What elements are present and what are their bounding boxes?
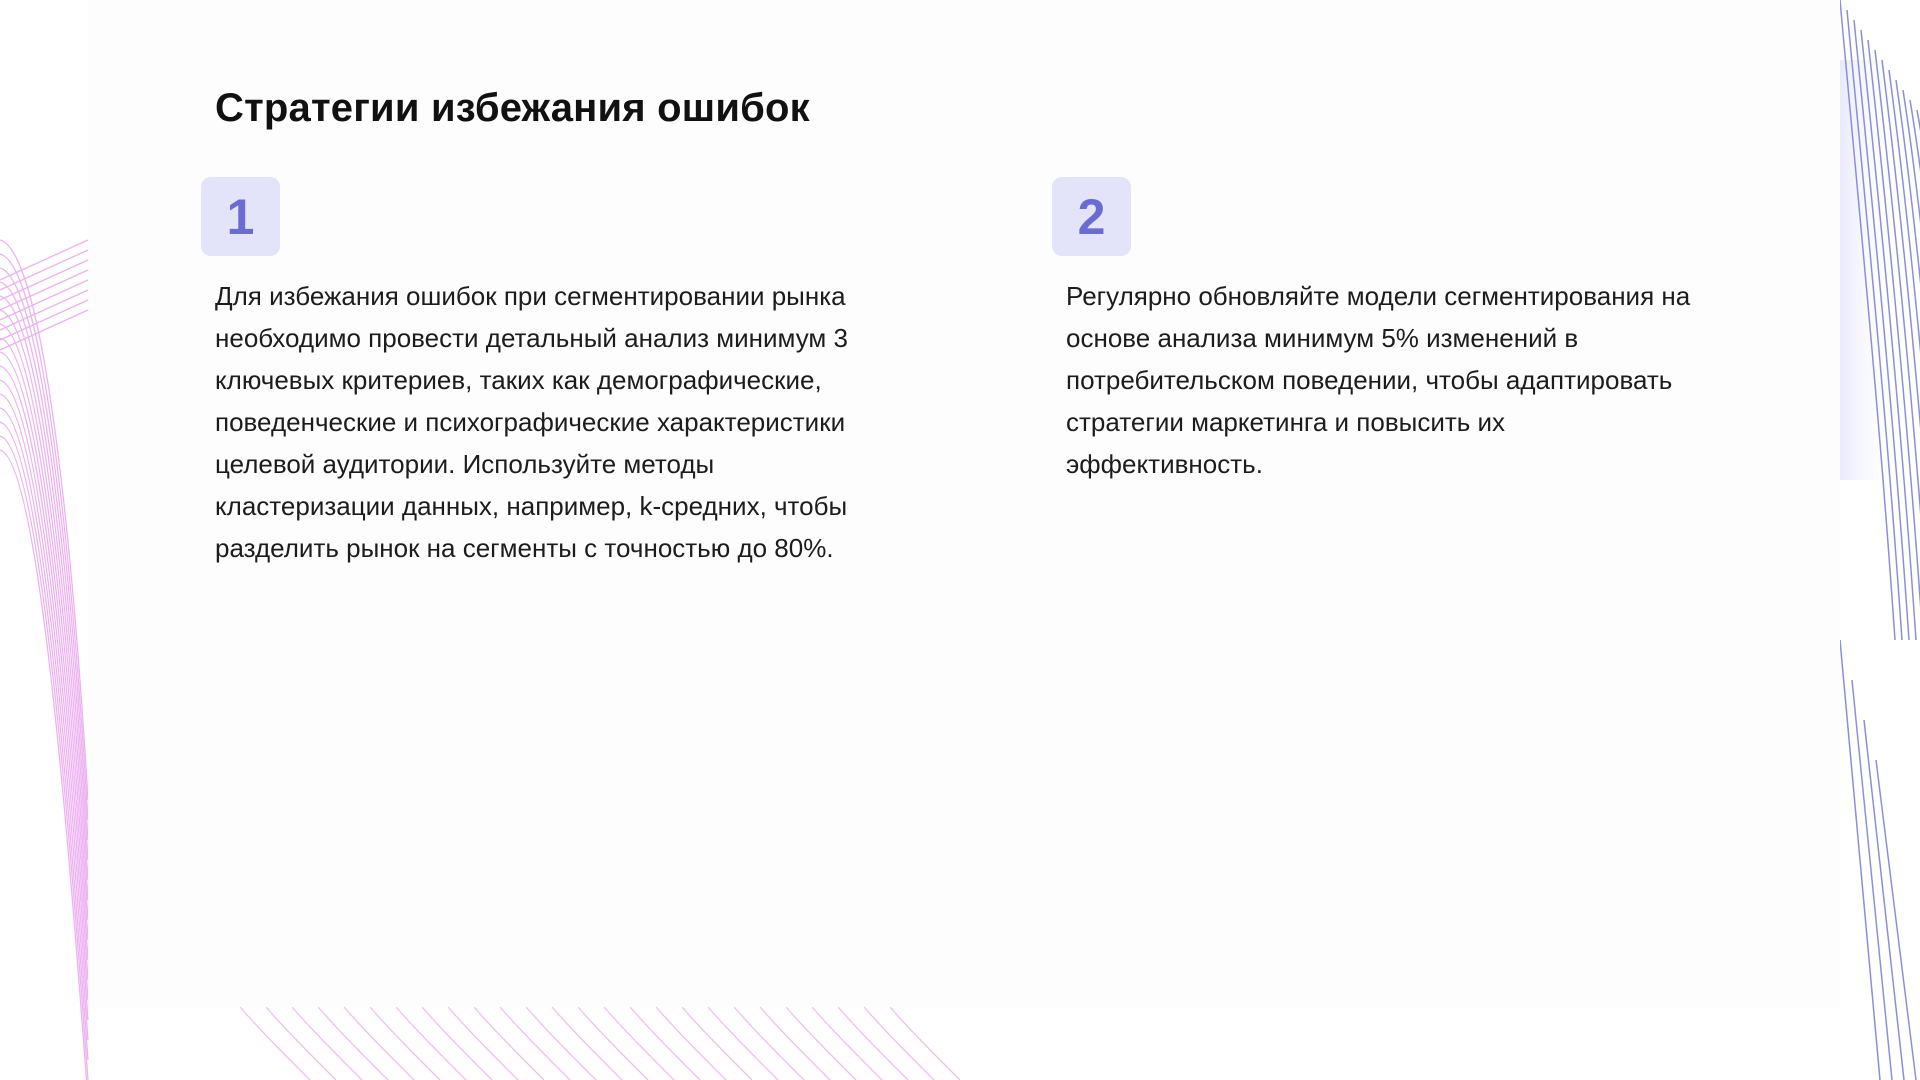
right-wave-line xyxy=(1840,640,1880,1080)
left-wave-line xyxy=(0,250,88,290)
step-number-badge-2: 2 xyxy=(1052,177,1131,256)
right-wave-line xyxy=(1876,760,1916,1080)
right-wave-line xyxy=(1864,720,1904,1080)
bottom-wave-line xyxy=(890,1007,960,1080)
step-text-1: Для избежания ошибок при сегментировании рынка необходимо провести детальный анализ минимум 3 ключевых критериев, таких как демографические, поведенческие и психографические характеристики целевой аудитории. Используйте методы кластеризации данных, например, k-средних, чтобы разделить рынок на сегменты с точностью до 80%. xyxy=(215,281,848,563)
left-wave-line xyxy=(0,280,88,320)
right-wave-line xyxy=(1852,680,1892,1080)
slide-title: Стратегии избежания ошибок xyxy=(215,86,810,130)
step-text-2: Регулярно обновляйте модели сегментирования на основе анализа минимум 5% изменений в потребительском поведении, чтобы адаптировать стратегии маркетинга и повысить их эффективность. xyxy=(1066,281,1691,479)
step-number-badge-1: 1 xyxy=(201,177,280,256)
left-wave-line xyxy=(0,240,88,280)
left-wave-line xyxy=(0,310,88,350)
left-wave-line xyxy=(0,300,88,340)
left-wave-line xyxy=(0,270,88,310)
